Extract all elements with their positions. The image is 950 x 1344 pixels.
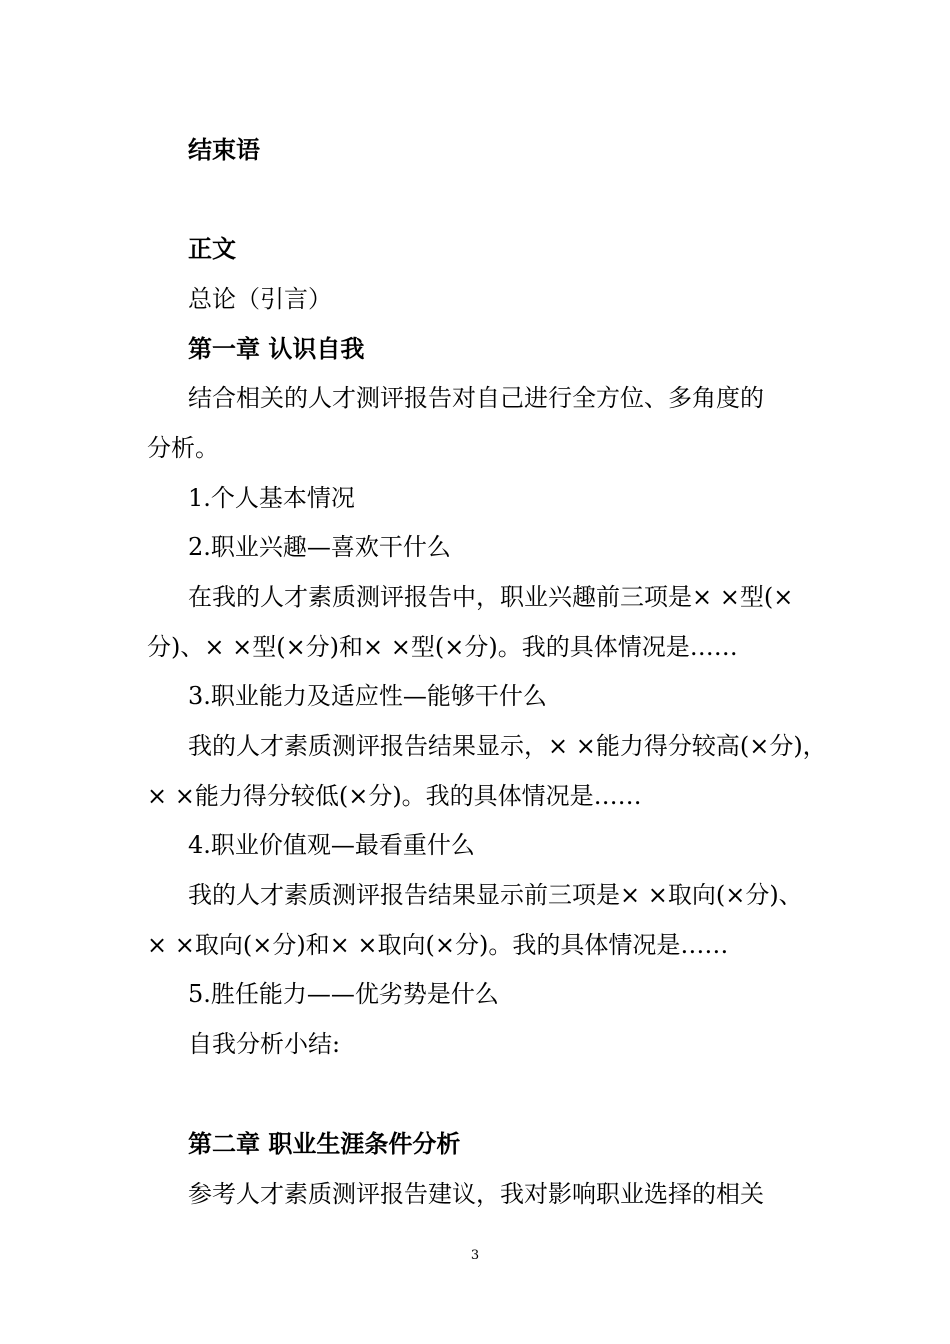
item2-text-line2: 分)、× ×型(×分)和× ×型(×分)。我的具体情况是……: [147, 633, 738, 661]
chapter1-heading: 第一章 认识自我: [188, 335, 365, 363]
self-analysis-summary: 自我分析小结:: [188, 1030, 341, 1058]
item4-text-line2: × ×取向(×分)和× ×取向(×分)。我的具体情况是……: [147, 931, 729, 959]
item4-heading: 4.职业价值观—最看重什么: [188, 831, 475, 859]
chapter1-intro-line2: 分析。: [147, 434, 219, 462]
page-number: 3: [470, 1248, 480, 1263]
item3-text-line2: × ×能力得分较低(×分)。我的具体情况是……: [147, 782, 642, 810]
item4-text-line1: 我的人才素质测评报告结果显示前三项是× ×取向(×分)、: [188, 881, 803, 909]
item2-text-line1: 在我的人才素质测评报告中，职业兴趣前三项是× ×型(×: [188, 583, 794, 611]
chapter1-intro-line1: 结合相关的人才测评报告对自己进行全方位、多角度的: [188, 384, 764, 412]
chapter2-heading: 第二章 职业生涯条件分析: [188, 1130, 461, 1158]
closing-heading: 结束语: [188, 136, 260, 164]
item3-text-line1: 我的人才素质测评报告结果显示，× ×能力得分较高(×分)，: [188, 732, 827, 760]
main-text-heading: 正文: [188, 235, 236, 263]
item5-heading: 5.胜任能力——优劣势是什么: [188, 980, 499, 1008]
intro-heading: 总论（引言）: [188, 285, 332, 313]
item2-heading: 2.职业兴趣—喜欢干什么: [188, 533, 451, 561]
chapter2-text-line1: 参考人才素质测评报告建议，我对影响职业选择的相关: [188, 1180, 764, 1208]
item1-heading: 1.个人基本情况: [188, 484, 355, 512]
item3-heading: 3.职业能力及适应性—能够干什么: [188, 682, 547, 710]
